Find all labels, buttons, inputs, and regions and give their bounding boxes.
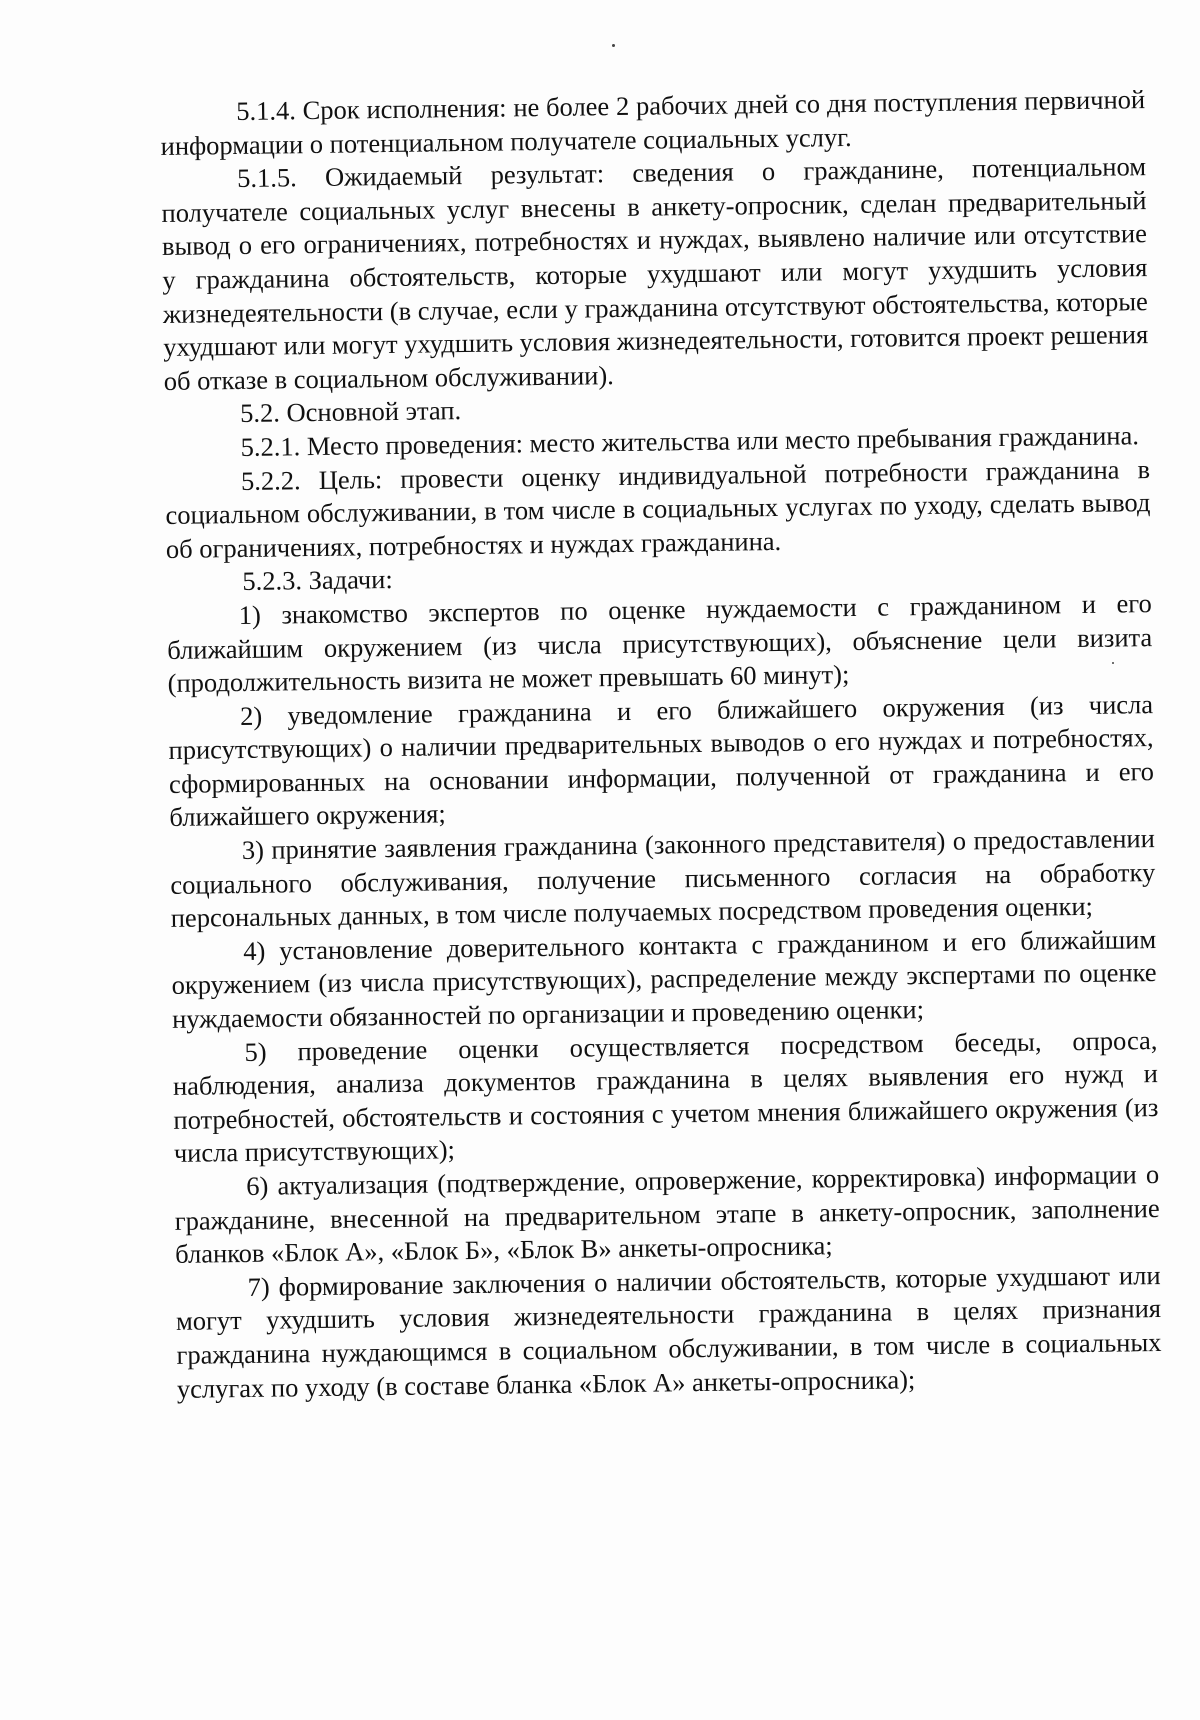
task-item-5: 5) проведение оценки осуществляется посредством беседы, опроса, наблюдения, анализа документов гражданина в целях выявления его нужд и потребностей, обстоятельств и состояния с учетом мнения ближайшего окружения (из числа присутствующих); [172, 1024, 1159, 1169]
paragraph-5-1-5: 5.1.5. Ожидаемый результат: сведения о гражданине, потенциальном получателе социальных услуг внесены в анкету-опросник, сделан предварительный вывод о его ограничениях, потребностях и нуждах, выявлено наличие или отсутствие у гражданина обстоятельств, которые ухудшают или могут ухудшить условия жизнедеятельности (в случае, если у гражданина отсутствуют обстоятельства, которые ухудшают или могут ухудшить условия жизнедеятельности, готовится проект решения об отказе в социальном обслуживании). [161, 151, 1149, 396]
paragraph-5-1-4: 5.1.4. Срок исполнения: не более 2 рабочих дней со дня поступления первичной информации о потенциальном получателе социальных услуг. [160, 84, 1146, 161]
task-item-4: 4) установление доверительного контакта с гражданином и его ближайшим окружением (из числа присутствующих), распределение между экспертами по оценке нуждаемости обязанностей по организации и проведению оценки; [171, 923, 1157, 1034]
paragraph-5-2-1: 5.2.1. Место проведения: место жительства или место пребывания гражданина. [240, 420, 1140, 462]
task-item-2: 2) уведомление гражданина и его ближайшего окружения (из числа присутствующих) о наличии предварительных выводов о его нуждах и потребностях, сформированных на основании информации, полученной от гражданина и его ближайшего окружения; [168, 688, 1155, 833]
paragraph-5-2: 5.2. Основной этап. [239, 395, 462, 429]
paragraph-5-2-3: 5.2.3. Задачи: [242, 564, 393, 597]
paragraph-5-2-2: 5.2.2. Цель: провести оценку индивидуальной потребности гражданина в социальном обслуживании, в том числе в социальных услугах по уходу, сделать вывод об ограничениях, потребностях и нуждах гражданина. [165, 453, 1151, 564]
task-item-7: 7) формирование заключения о наличии обстоятельств, которые ухудшают или могут ухудшить условия жизнедеятельности гражданина в целях признания гражданина нуждающимся в социальном обслуживании, в том числе в социальных услугах по уходу (в составе бланка «Блок А» анкеты-опросника); [175, 1259, 1162, 1404]
task-item-3: 3) принятие заявления гражданина (законного представителя) о предоставлении социального обслуживания, получение письменного согласия на обработку персональных данных, в том числе получаемых посредством проведения оценки; [170, 823, 1156, 934]
document-body [160, 83, 1162, 1406]
task-item-6: 6) актуализация (подтверждение, опровержение, корректировка) информации о гражданине, внесенной на предварительном этапе в анкету-опросник, заполнение бланков «Блок А», «Блок Б», «Блок В» анкеты-опросника; [174, 1159, 1160, 1270]
scan-speck [612, 44, 615, 47]
task-item-1: 1) знакомство экспертов по оценке нуждаемости с гражданином и его ближайшим окружением (из числа присутствующих), объяснение цели визита (продолжительность визита не может превышать 60 минут); [167, 587, 1153, 699]
